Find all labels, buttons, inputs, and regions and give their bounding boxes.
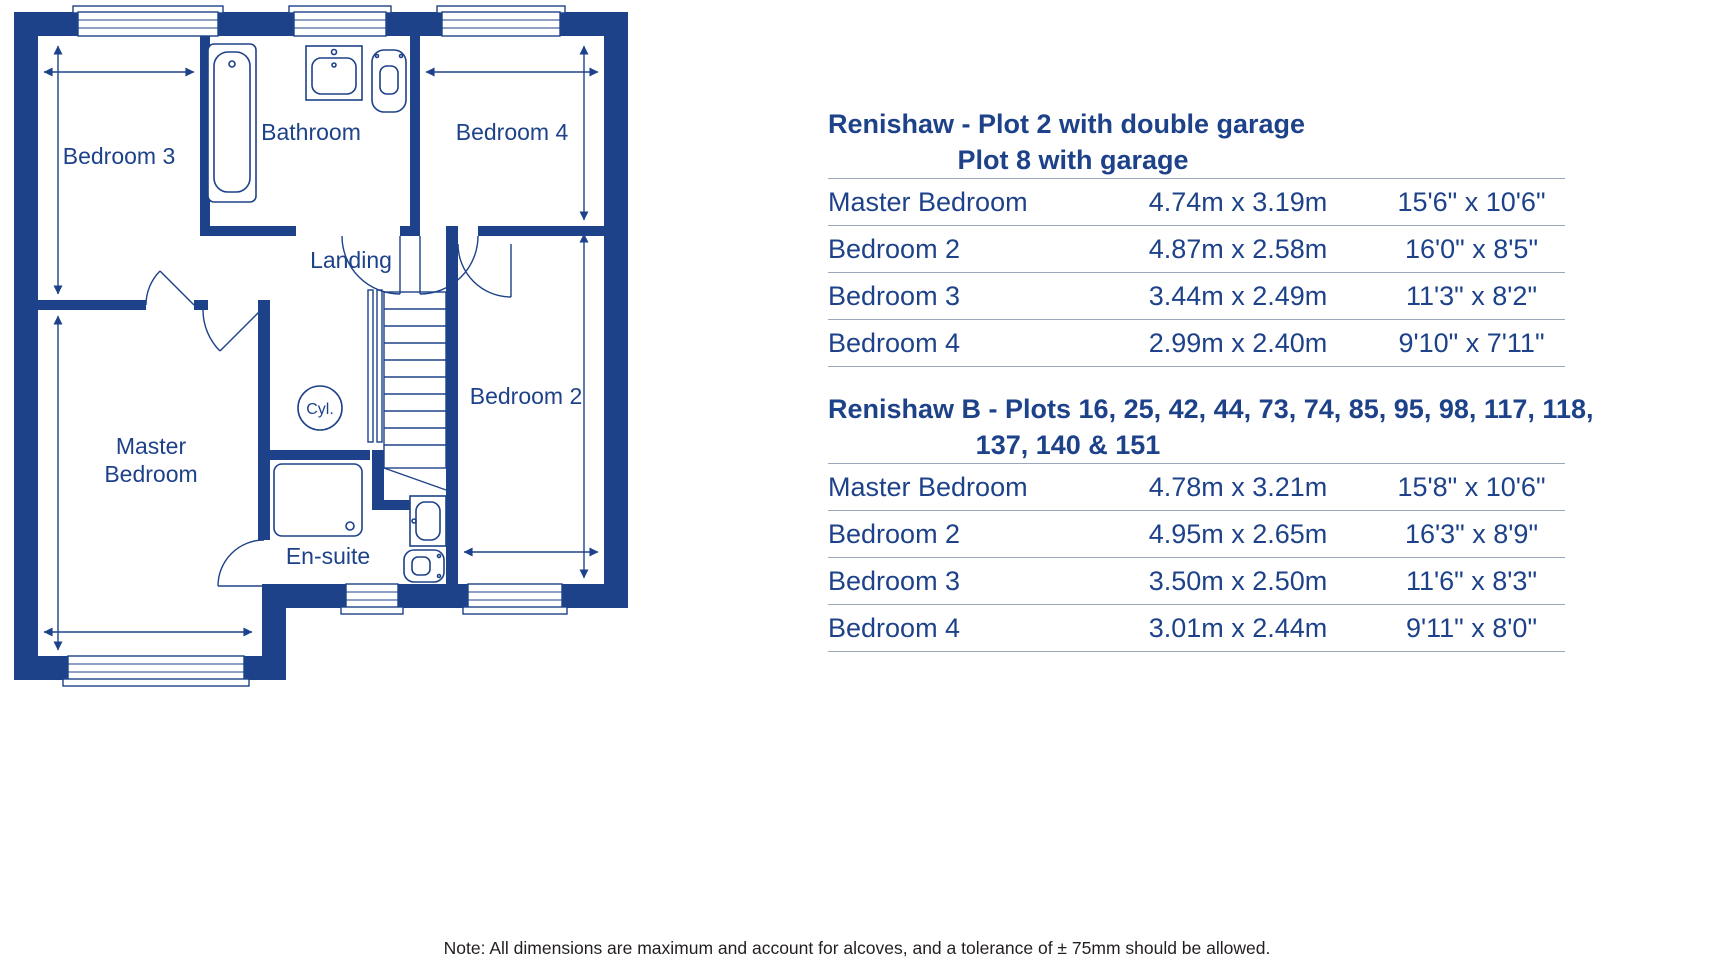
table-row bbox=[828, 558, 1565, 605]
room-label-bedroom2: Bedroom 2 bbox=[469, 383, 583, 409]
bathroom-toilet-icon bbox=[372, 50, 406, 112]
table-row bbox=[828, 464, 1565, 511]
room-label-master-line1: Master bbox=[115, 433, 187, 459]
ensuite-toilet-icon bbox=[404, 550, 444, 582]
imperial-dimensions: 15'8" x 10'6" bbox=[1397, 471, 1546, 502]
imperial-dimensions: 11'3" x 8'2" bbox=[1405, 280, 1538, 311]
dimensions-note: Note: All dimensions are maximum and account for alcoves, and a tolerance of ± 75mm should be allowed. bbox=[443, 938, 1271, 958]
table-renishaw-b bbox=[828, 391, 1594, 652]
metric-dimensions: 4.78m x 3.21m bbox=[1148, 471, 1328, 502]
room-name: Bedroom 4 bbox=[828, 612, 961, 643]
floor-plan-drawing bbox=[6, 4, 646, 704]
room-name: Master Bedroom bbox=[828, 186, 1028, 217]
table-title-line2: 137, 140 & 151 bbox=[975, 430, 1161, 460]
ensuite-sink-icon bbox=[410, 496, 446, 546]
table-title-line2: Plot 8 with garage bbox=[957, 145, 1189, 175]
stairs-balustrade bbox=[368, 290, 373, 442]
imperial-dimensions: 16'3" x 8'9" bbox=[1404, 518, 1539, 549]
metric-dimensions: 3.01m x 2.44m bbox=[1148, 612, 1328, 643]
table-renishaw bbox=[828, 106, 1565, 367]
room-label-ensuite: En-suite bbox=[285, 543, 371, 569]
dimensions-panel bbox=[828, 106, 1594, 652]
metric-dimensions: 4.95m x 2.65m bbox=[1148, 518, 1328, 549]
imperial-dimensions: 11'6" x 8'3" bbox=[1405, 565, 1538, 596]
room-label-master-line2: Bedroom bbox=[104, 461, 198, 487]
table-row bbox=[828, 605, 1565, 652]
room-label-bathroom: Bathroom bbox=[261, 119, 361, 145]
imperial-dimensions: 16'0" x 8'5" bbox=[1404, 233, 1539, 264]
bathroom-sink-icon bbox=[306, 46, 362, 100]
imperial-dimensions: 15'6" x 10'6" bbox=[1397, 186, 1546, 217]
floor-plan bbox=[6, 4, 646, 704]
table-title-line1: Renishaw - Plot 2 with double garage bbox=[828, 109, 1306, 139]
bathtub-icon bbox=[208, 44, 256, 202]
outer-walls bbox=[14, 12, 628, 680]
room-name: Bedroom 3 bbox=[828, 280, 961, 311]
room-name: Master Bedroom bbox=[828, 471, 1028, 502]
room-name: Bedroom 4 bbox=[828, 327, 961, 358]
shower-icon bbox=[274, 464, 362, 536]
metric-dimensions: 2.99m x 2.40m bbox=[1148, 327, 1328, 358]
table-row bbox=[828, 320, 1565, 367]
table-row bbox=[828, 511, 1565, 558]
imperial-dimensions: 9'10" x 7'11" bbox=[1398, 327, 1545, 358]
room-name: Bedroom 3 bbox=[828, 565, 961, 596]
metric-dimensions: 4.74m x 3.19m bbox=[1148, 186, 1328, 217]
table-title-line1: Renishaw B - Plots 16, 25, 42, 44, 73, 74, 85, 95, 98, 117, 118, bbox=[828, 394, 1594, 424]
table-row bbox=[828, 273, 1565, 320]
metric-dimensions: 3.44m x 2.49m bbox=[1148, 280, 1328, 311]
imperial-dimensions: 9'11" x 8'0" bbox=[1405, 612, 1538, 643]
metric-dimensions: 4.87m x 2.58m bbox=[1148, 233, 1328, 264]
room-label-landing: Landing bbox=[310, 247, 392, 273]
table-row bbox=[828, 226, 1565, 273]
room-name: Bedroom 2 bbox=[828, 233, 961, 264]
room-label-bedroom4: Bedroom 4 bbox=[455, 119, 569, 145]
room-name: Bedroom 2 bbox=[828, 518, 961, 549]
metric-dimensions: 3.50m x 2.50m bbox=[1148, 565, 1328, 596]
table-row bbox=[828, 179, 1565, 226]
room-label-bedroom3: Bedroom 3 bbox=[62, 143, 176, 169]
room-label-cylinder: Cyl. bbox=[306, 401, 334, 418]
stairs-balustrade bbox=[377, 290, 382, 442]
